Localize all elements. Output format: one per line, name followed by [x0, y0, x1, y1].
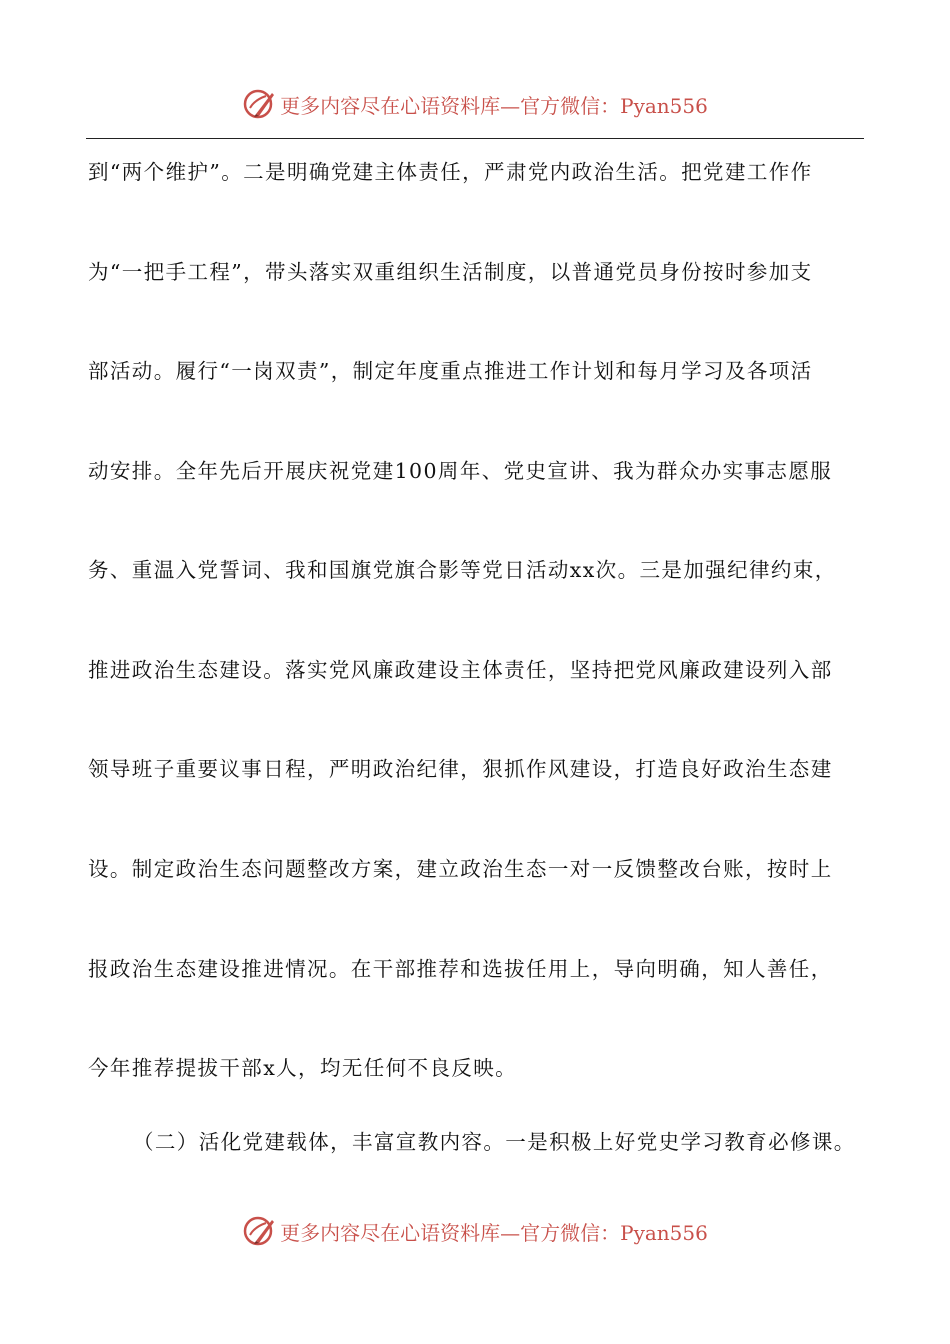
footer-banner: [0, 1211, 950, 1251]
text-line: 务、重温入党誓词、我和国旗党旗合影等党日活动xx次。三是加强纪律约束，: [88, 558, 837, 582]
header-banner-text: 更多内容尽在心语资料库—官方微信：Pyan556: [280, 93, 708, 118]
footer-banner-text: 更多内容尽在心语资料库—官方微信：Pyan556: [280, 1220, 708, 1245]
text-line: 部活动。履行“一岗双责”，制定年度重点推进工作计划和每月学习及各项活: [88, 359, 813, 383]
header-banner: [0, 84, 950, 124]
text-line: 设。制定政治生态问题整改方案，建立政治生态一对一反馈整改台账，按时上: [88, 857, 833, 881]
text-line: 动安排。全年先后开展庆祝党建100周年、党史宣讲、我为群众办实事志愿服: [88, 459, 833, 483]
text-line: 推进政治生态建设。落实党风廉政建设主体责任，坚持把党风廉政建设列入部: [88, 658, 833, 682]
text-line: 领导班子重要议事日程，严明政治纪律，狠抓作风建设，打造良好政治生态建: [88, 757, 833, 781]
pen-logo-icon: [242, 1214, 276, 1248]
text-line: 为“一把手工程”，带头落实双重组织生活制度，以普通党员身份按时参加支: [88, 260, 813, 284]
header-divider: [86, 138, 864, 139]
text-line: 到“两个维护”。二是明确党建主体责任，严肃党内政治生活。把党建工作作: [88, 160, 813, 184]
text-line: 今年推荐提拔干部x人，均无任何不良反映。: [88, 1056, 518, 1080]
text-line: 报政治生态建设推进情况。在干部推荐和选拔任用上，导向明确，知人善任，: [88, 957, 833, 981]
section-heading-line: （二）活化党建载体，丰富宣教内容。一是积极上好党史学习教育必修课。: [133, 1130, 856, 1154]
pen-logo-icon: [242, 87, 276, 121]
